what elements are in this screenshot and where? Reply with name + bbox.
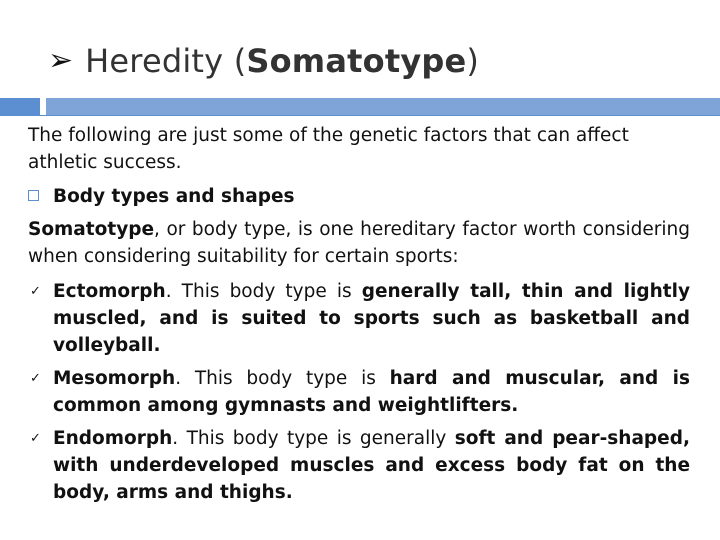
item-description: soft and pear-shaped, with underdeveloped muscles and excess body fat on the body, arms and thighs. <box>53 428 690 503</box>
arrow-bullet-icon: ➢ <box>48 43 74 78</box>
paragraph-rest: , or body type, is one hereditary factor worth considering when considering suitability for certain sports: <box>28 219 690 267</box>
item-term: Ectomorph <box>53 281 166 302</box>
title-text <box>85 42 479 80</box>
accent-bar-right <box>46 98 720 116</box>
check-icon: ✓ <box>30 371 41 386</box>
list-item <box>28 278 690 359</box>
slide-body <box>28 122 690 512</box>
slide-title <box>48 36 479 86</box>
item-text: . This body type is generally <box>172 428 455 449</box>
item-description: generally tall, thin and lightly muscled, and is suited to sports such as basketball and volleyball. <box>53 281 690 356</box>
item-text: . This body type is <box>165 281 362 302</box>
square-bullet-icon <box>28 190 39 201</box>
item-description: hard and muscular, and is common among gymnasts and weightlifters. <box>53 368 690 416</box>
subheading <box>28 183 690 210</box>
list-item <box>28 425 690 506</box>
title-bold: Somatotype <box>246 42 467 80</box>
paragraph-bold: Somatotype <box>28 219 155 240</box>
title-suffix: ) <box>466 42 480 80</box>
check-icon: ✓ <box>30 284 41 299</box>
title-prefix: Heredity ( <box>85 42 247 80</box>
check-icon: ✓ <box>30 431 41 446</box>
somatotype-paragraph <box>28 216 690 270</box>
subheading-text: Body types and shapes <box>53 186 295 207</box>
accent-divider <box>0 115 720 116</box>
item-term: Endomorph <box>53 428 173 449</box>
item-text: . This body type is <box>175 368 390 389</box>
item-term: Mesomorph <box>53 368 176 389</box>
accent-bar-left <box>0 98 40 116</box>
intro-text: The following are just some of the genetic factors that can affect athletic success. <box>28 125 629 173</box>
list-item <box>28 365 690 419</box>
